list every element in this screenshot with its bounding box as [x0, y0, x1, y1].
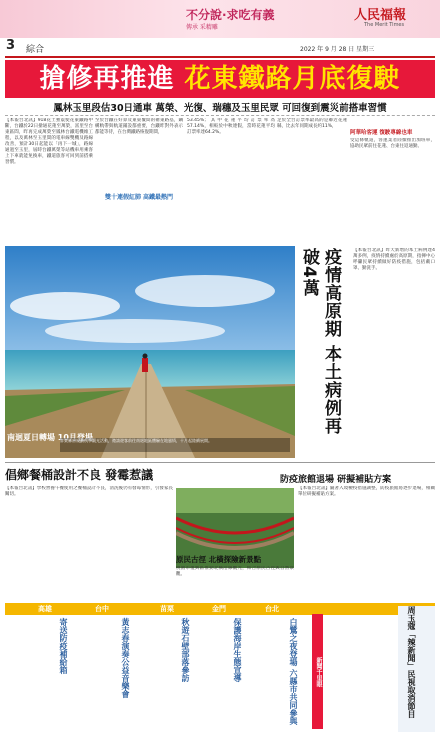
region-taichung: 台中 [95, 605, 109, 613]
article-col-3: 53.45%；其中花蓮平均訂票率為57.14%，相較於中秋連假，當時花蓮平均訂票率達64.2%。 [187, 118, 275, 135]
quarantine-article: 【本報台北訊】隨著入境檢疫措施調整，防疫旅館將逐步退場，相關單位研擬補貼方案。 [298, 486, 435, 497]
side-headline: 阿華哈客運 復駛專線也車 [350, 130, 413, 136]
bridge-photo-caption: 原民古徑 北橫探險新景點 [176, 555, 262, 564]
covid-article: 【本報台北訊】昨天新增的本土病例達4萬多例，疫情持續處於高原期，指揮中心呼籲民眾持續做好防疫措施，包括戴口罩、勤洗手。 [353, 248, 435, 271]
regional-item-3: 秋遊石壁部落參訪 [181, 618, 190, 682]
region-taipei: 台北 [265, 605, 279, 613]
newspaper-logo-en: The Merit Times [364, 22, 405, 28]
headline-sub: 鳳林玉里段估30日通車 萬榮、光復、瑞穗及玉里民眾 可回復到震災前搭車習慣 [53, 103, 387, 114]
coast-photo [5, 246, 295, 458]
covid-headline: 疫情高原期 本土病例再破4萬 [299, 248, 341, 435]
lunchbox-article: 【本報台北訊】學校營養午餐使用之餐桶設計不良，清洗後仍有發霉情形，引發家長關切。 [5, 486, 173, 497]
regional-item-5: 白鷺之夜登場 六縣市共同參與 [289, 618, 298, 725]
main-headline [5, 60, 435, 98]
issue-date: 2022 年 9 月 28 日 星期三 [300, 46, 375, 53]
bridge-photo-sub: 桃園市復興區推動北橫沿線觀光，結合原民古徑與自然景觀。 [176, 566, 294, 577]
region-kinmen: 金門 [212, 605, 226, 613]
masthead-rule [5, 56, 435, 58]
article-col-1: 【本報台北訊】918花土強震使花東鐵路中斷，台鐵於22日搶通花蓮至萬榮，富里至台東區間，昨再完成萬榮至鳳林台鐵電機維工程，以及萬林至玉里間的電車線雙機及路線改善，預計30日起能以「再下一城」，路線通過至玉里，屆時台鐵萬榮等站機車用乘客上下車就能免換車，鐵道旅客可回到前搭乘習慣。 [5, 118, 93, 165]
side-article: 受這條軌道，客運業者陸續推出加班車，協助民眾前往花蓮、台東往返通勤。 [350, 138, 435, 149]
page-number: 3 [6, 38, 16, 53]
article-col-4: 足於全台訂票率最高的是鄰近花蓮縣，比去年同期成長約11%， [277, 118, 347, 129]
lunchbox-headline: 倡鄉餐桶設計不良 發霉惹議 [5, 468, 154, 482]
regional-item-4: 保護海岸生態宣導 [233, 618, 242, 682]
regional-item-2: 黃志春演奏公益音樂會 [121, 618, 130, 698]
footer-box [398, 606, 435, 732]
divider [5, 115, 435, 116]
photo-label: 南迴夏日轉場 10月登場 [7, 433, 93, 442]
newspaper-logo: 人民福報 [354, 8, 407, 23]
slogan-sub: 傳承 采精雕 [186, 24, 218, 31]
coast-photo-art [5, 246, 295, 458]
article-col-2: 至於台鐵在好算及東東覆間的衛東路基，鋼構軌帶與軌道鋪設都重要，台鐵昨對外表示都能等待，在台灣鐵路恢復期間， [95, 118, 183, 135]
footer-headline: 周玉蔻「辣新聞」民視取消節目 [407, 606, 416, 718]
covid-headline-box [298, 248, 350, 458]
slogan: 不分說·求吃有義 [186, 8, 275, 22]
quarantine-headline: 防疫旅館退場 研擬補貼方案 [280, 475, 392, 485]
article-subtitle: 雙十連假紅肺 高鐵最熱門 [104, 194, 174, 201]
headline-part2: 花東鐵路月底復駛 [184, 64, 401, 94]
regional-item-1: 寄送防疫補給箱 [59, 618, 68, 674]
section-divider [5, 462, 435, 463]
section-name: 綜合 [26, 45, 45, 55]
region-miaoli: 苗栗 [160, 605, 174, 613]
headline-part1: 搶修再推進 [39, 64, 185, 94]
region-kaohsiung: 高雄 [38, 605, 52, 613]
photo-caption: 屏東縣府規劃秋季觀光活動，邀請遊客前往南迴地區體驗在地風情，十月起陸續展開。 [60, 438, 290, 452]
news-tag: 新聞千里眼 [312, 614, 323, 729]
